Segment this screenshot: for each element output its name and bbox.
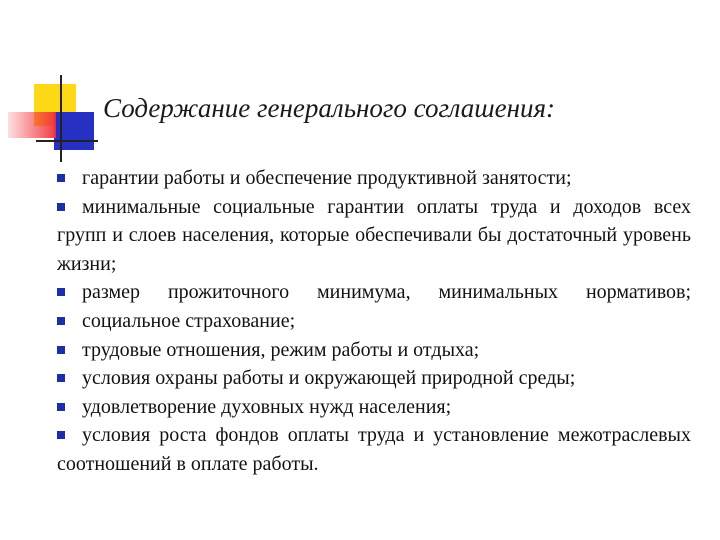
square-bullet-icon bbox=[57, 203, 65, 211]
bullet-list bbox=[57, 164, 691, 479]
list-item: минимальные социальные гарантии оплаты труда и доходов всех групп и слоев населения, которые обеспечивали бы достаточный уровень жизни; bbox=[57, 195, 691, 275]
square-bullet-icon bbox=[57, 374, 65, 382]
square-bullet-icon bbox=[57, 431, 65, 439]
list-item: социальное страхование; bbox=[57, 307, 691, 336]
square-bullet-icon bbox=[57, 403, 65, 411]
square-bullet-icon bbox=[57, 317, 65, 325]
list-item: трудовые отношения, режим работы и отдыха; bbox=[57, 336, 691, 365]
list-item: удовлетворение духовных нужд населения; bbox=[57, 393, 691, 422]
square-bullet-icon bbox=[57, 174, 65, 182]
list-item: условия охраны работы и окружающей природной среды; bbox=[57, 364, 691, 393]
list-item: гарантии работы и обеспечение продуктивной занятости; bbox=[57, 164, 691, 193]
corner-decoration bbox=[0, 0, 100, 165]
list-item: условия роста фондов оплаты труда и установление межотраслевых соотношений в оплате работы. bbox=[57, 424, 691, 475]
square-bullet-icon bbox=[57, 346, 65, 354]
red-bar bbox=[8, 112, 56, 138]
square-bullet-icon bbox=[57, 288, 65, 296]
list-item: размер прожиточного минимума, минимальных нормативов; bbox=[57, 278, 691, 307]
slide-title: Содержание генерального соглашения: bbox=[103, 93, 556, 123]
